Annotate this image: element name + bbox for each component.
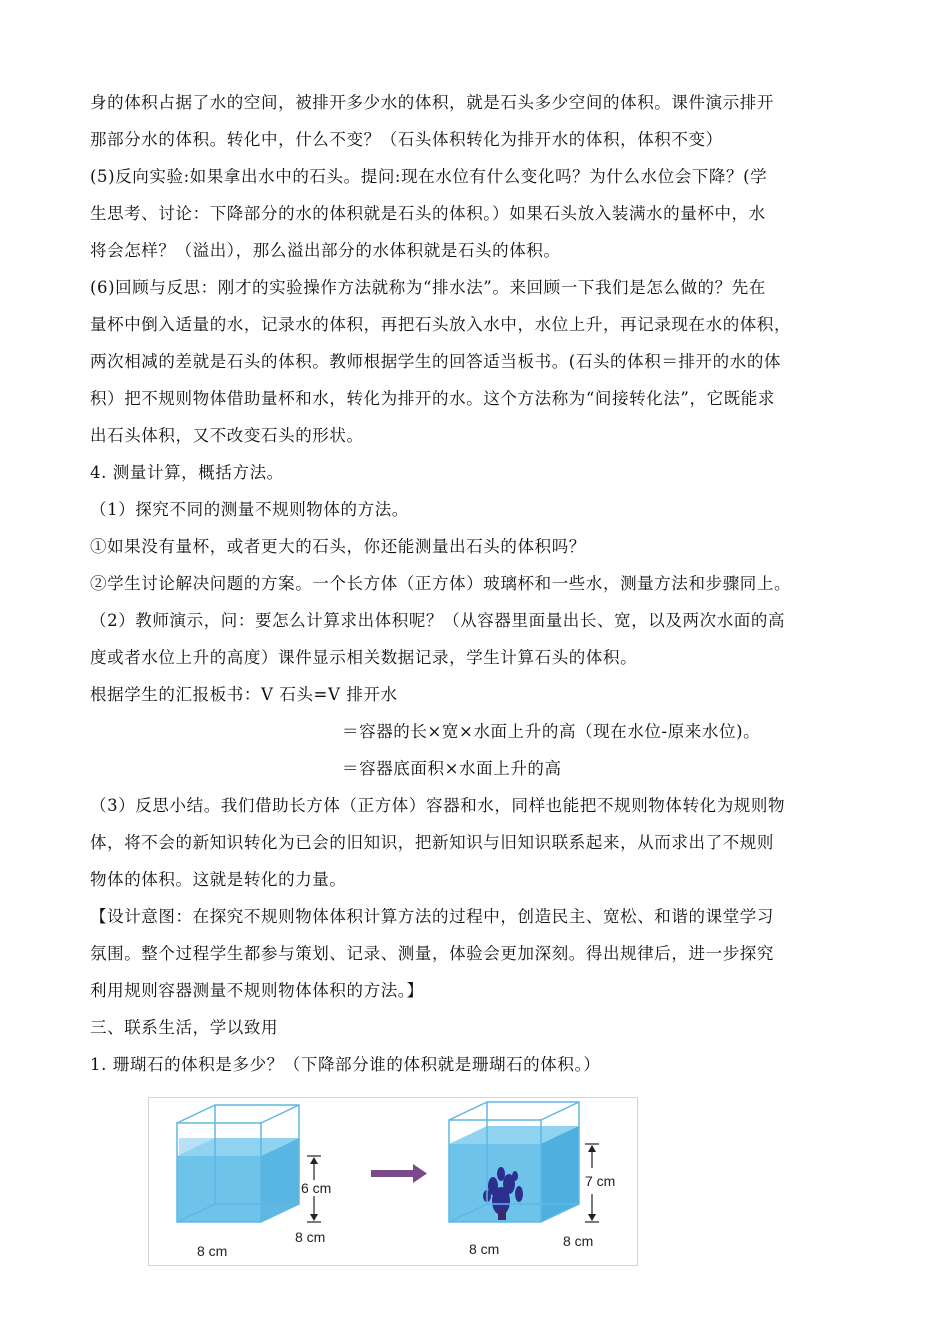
formula-line: 根据学生的汇报板书：V 石头=V 排开水 bbox=[90, 685, 398, 704]
paragraph-line: 度或者水位上升的高度）课件显示相关数据记录，学生计算石头的体积。 bbox=[90, 648, 638, 667]
left-width-label: 8 cm bbox=[295, 1229, 326, 1245]
document-body bbox=[90, 84, 868, 1083]
right-height-label: 7 cm bbox=[585, 1173, 616, 1189]
right-tank bbox=[449, 1102, 599, 1222]
right-arrow-icon bbox=[371, 1164, 427, 1183]
right-width-label: 8 cm bbox=[563, 1233, 594, 1249]
design-intent-line: 利用规则容器测量不规则物体体积的方法。】 bbox=[90, 981, 424, 1000]
paragraph-line: 那部分水的体积。转化中，什么不变？（石头体积转化为排开水的体积，体积不变） bbox=[90, 130, 723, 149]
aquarium-diagram bbox=[149, 1098, 637, 1265]
paragraph-line: 积）把不规则物体借助量杯和水，转化为排开的水。这个方法称为“间接转化法”，它既能求 bbox=[90, 389, 775, 408]
design-intent-line: 【设计意图：在探究不规则物体体积计算方法的过程中，创造民主、宽松、和谐的课堂学习 bbox=[90, 907, 774, 926]
section-heading: 4. 测量计算，概括方法。 bbox=[90, 463, 284, 482]
formula-line: ＝容器的长×宽×水面上升的高（现在水位-原来水位)。 bbox=[342, 722, 761, 741]
paragraph-line: 量杯中倒入适量的水，记录水的体积，再把石头放入水中，水位上升，再记录现在水的体积， bbox=[90, 315, 792, 334]
paragraph-line: ②学生讨论解决问题的方案。一个长方体（正方体）玻璃杯和一些水，测量方法和步骤同上。 bbox=[90, 574, 792, 593]
left-height-label: 6 cm bbox=[301, 1180, 332, 1196]
paragraph-line: (5)反向实验:如果拿出水中的石头。提问:现在水位有什么变化吗？为什么水位会下降？(学 bbox=[90, 167, 768, 186]
paragraph-line: 身的体积占据了水的空间，被排开多少水的体积，就是石头多少空间的体积。课件演示排开 bbox=[90, 93, 774, 112]
paragraph-line: （3）反思小结。我们借助长方体（正方体）容器和水，同样也能把不规则物体转化为规则物 bbox=[90, 796, 786, 815]
paragraph-line: 两次相减的差就是石头的体积。教师根据学生的回答适当板书。(石头的体积＝排开的水的体 bbox=[90, 352, 782, 371]
aquarium-figure bbox=[148, 1097, 638, 1266]
paragraph-line: 生思考、讨论：下降部分的水的体积就是石头的体积。）如果石头放入装满水的量杯中，水 bbox=[90, 204, 766, 223]
paragraph-line: （2）教师演示，问：要怎么计算求出体积呢？（从容器里面量出长、宽，以及两次水面的高 bbox=[90, 611, 786, 630]
paragraph-line: 出石头体积，又不改变石头的形状。 bbox=[90, 426, 364, 445]
paragraph-line: ①如果没有量杯，或者更大的石头，你还能测量出石头的体积吗？ bbox=[90, 537, 586, 556]
right-length-label: 8 cm bbox=[469, 1241, 500, 1257]
paragraph-line: 物体的体积。这就是转化的力量。 bbox=[90, 870, 347, 889]
paragraph-line: 将会怎样？（溢出），那么溢出部分的水体积就是石头的体积。 bbox=[90, 241, 561, 260]
paragraph-line: 体，将不会的新知识转化为已会的旧知识，把新知识与旧知识联系起来，从而求出了不规则 bbox=[90, 833, 774, 852]
paragraph-line: (6)回顾与反思：刚才的实验操作方法就称为“排水法”。来回顾一下我们是怎么做的？先在 bbox=[90, 278, 766, 297]
left-tank bbox=[177, 1105, 321, 1222]
paragraph-line: （1）探究不同的测量不规则物体的方法。 bbox=[90, 500, 409, 519]
left-length-label: 8 cm bbox=[197, 1243, 228, 1259]
section-heading: 三、联系生活，学以致用 bbox=[90, 1018, 279, 1037]
formula-line: ＝容器底面积×水面上升的高 bbox=[342, 759, 562, 778]
design-intent-line: 氛围。整个过程学生都参与策划、记录、测量，体验会更加深刻。得出规律后，进一步探究 bbox=[90, 944, 774, 963]
question-line: 1. 珊瑚石的体积是多少？（下降部分谁的体积就是珊瑚石的体积。） bbox=[90, 1055, 601, 1074]
